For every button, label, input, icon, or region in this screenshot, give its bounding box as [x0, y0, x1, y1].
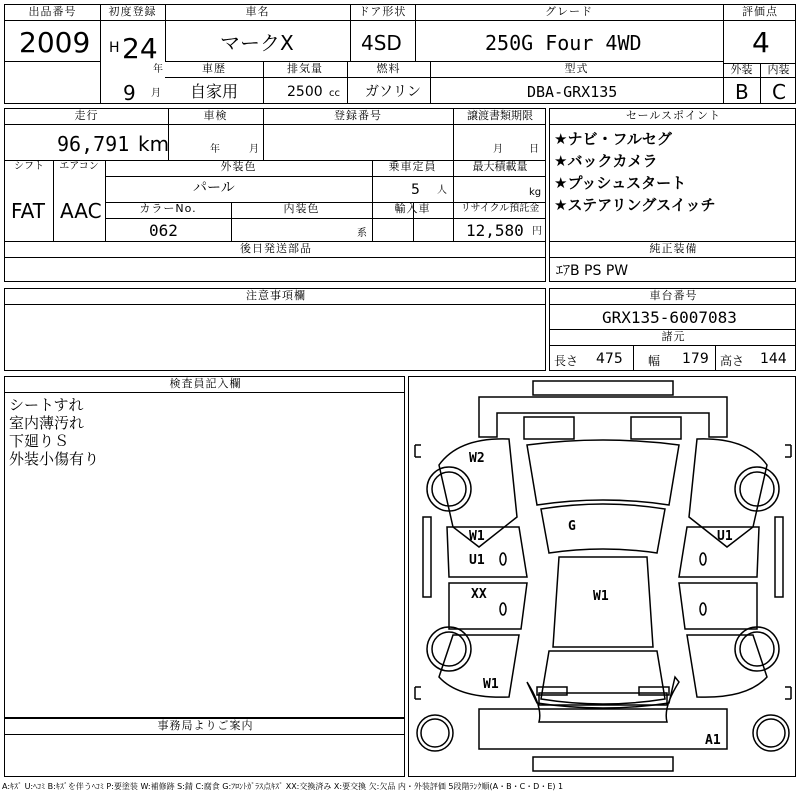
model-value: DBA-GRX135: [527, 83, 618, 101]
chassis-label: 車台番号: [649, 289, 698, 302]
model-label: 型式: [564, 62, 589, 75]
fuel-label: 燃料: [376, 62, 401, 75]
damage-mark-door-rear-left: XX: [471, 587, 487, 602]
registration-year: 24: [122, 32, 158, 65]
year-unit: 年: [153, 64, 163, 75]
exterior-color-label: 外装色: [220, 160, 257, 173]
displacement-value: 2500: [287, 84, 323, 100]
interior-grade-label: 内装: [767, 63, 790, 76]
sales-points-block: [549, 108, 796, 242]
spec-label: 諸元: [661, 330, 686, 343]
damage-mark-rear-left: W1: [483, 677, 499, 692]
import-label: 輸入車: [394, 202, 431, 215]
sales-points-label: セールスポイント: [625, 109, 721, 122]
plate-label: 登録番号: [334, 109, 382, 122]
damage-mark-door-front-left-2: U1: [469, 553, 485, 568]
inspector-note: シートすれ: [9, 396, 84, 414]
width-value: 179: [682, 351, 709, 367]
inspector-note: 室内薄汚れ: [9, 414, 85, 432]
exterior-grade-value: B: [735, 80, 749, 104]
sales-point: ★バックカメラ: [554, 152, 658, 170]
deferred-parts-label: 後日発送部品: [240, 242, 312, 255]
grade-label: グレード: [545, 5, 593, 18]
deferred-parts-block: [4, 241, 546, 282]
mileage-unit: km: [138, 132, 170, 156]
transfer-docs-label: 譲渡書類期限: [467, 109, 533, 122]
max-load-label: 最大積載量: [472, 160, 528, 173]
caution-label: 注意事項欄: [246, 289, 306, 302]
capacity-label: 乗車定員: [388, 160, 437, 173]
displacement-unit: cc: [329, 88, 340, 99]
recycle-fee-unit: 円: [532, 226, 542, 237]
mileage-label: 走行: [74, 109, 99, 122]
damage-diagram: [408, 376, 796, 777]
inspector-note: 外装小傷有り: [9, 450, 100, 468]
exterior-color-value: パール: [193, 180, 235, 196]
inspector-notes-block: [4, 376, 405, 718]
car-outline-diagram: [409, 377, 796, 777]
grade-value: 250G Four 4WD: [485, 31, 642, 55]
width-label: 幅: [648, 354, 661, 368]
color-number-label: カラーNo.: [139, 202, 197, 215]
history-value: 自家用: [190, 82, 239, 101]
equipment-label: 純正装備: [649, 242, 698, 255]
first-registration-label: 初度登録: [108, 5, 157, 18]
lot-number: 2009: [19, 26, 91, 59]
sales-point: ★プッシュスタート: [554, 174, 687, 192]
mileage-value: 96,791: [57, 132, 130, 156]
car-name-label: 車名: [245, 5, 270, 18]
inspection-month-unit: 月: [249, 144, 259, 155]
interior-grade-value: C: [772, 80, 786, 104]
interior-color-unit: 系: [357, 228, 367, 239]
displacement-label: 排気量: [287, 62, 323, 75]
max-load-unit: kg: [529, 187, 542, 198]
capacity-value: 5: [411, 182, 420, 198]
interior-color-label: 内装色: [283, 202, 320, 215]
ac-value: AAC: [60, 199, 102, 223]
damage-mark-roof: W1: [593, 589, 609, 604]
caution-block: [4, 288, 546, 371]
office-notice-block: [4, 718, 405, 777]
length-value: 475: [596, 351, 623, 367]
sales-point: ★ナビ・フルセグ: [554, 130, 672, 148]
sales-point: ★ステアリングスイッチ: [554, 196, 716, 214]
damage-mark-door-front-left: W1: [469, 529, 485, 544]
damage-mark-center: G: [568, 519, 576, 534]
history-label: 車歴: [202, 62, 226, 75]
exterior-grade-label: 外装: [730, 63, 753, 76]
inspector-note: 下廻りＳ: [9, 432, 70, 450]
era-label: H: [109, 40, 120, 56]
damage-mark-door-front-right: U1: [717, 529, 733, 544]
office-notice-label: 事務局よりご案内: [157, 719, 254, 732]
lot-label: 出品番号: [28, 5, 77, 18]
shift-label: シフト: [14, 161, 44, 172]
inspection-label: 車検: [203, 109, 228, 122]
door-value: 4SD: [361, 31, 402, 55]
score-value: 4: [752, 26, 770, 59]
transfer-day-unit: 日: [529, 144, 539, 155]
chassis-block: [549, 288, 796, 371]
car-name: マークX: [220, 31, 294, 55]
inspector-notes-label: 検査員記入欄: [169, 377, 242, 390]
equipment-block: [549, 241, 796, 282]
vehicle-details-block: [4, 108, 546, 242]
transfer-month-unit: 月: [493, 144, 503, 155]
capacity-unit: 人: [437, 185, 447, 196]
recycle-fee-label: リサイクル預託金: [460, 203, 540, 214]
recycle-fee-value: 12,580: [466, 221, 524, 240]
header-block: [4, 4, 796, 104]
month-unit: 月: [151, 88, 161, 99]
damage-mark-rear-right: A1: [705, 733, 721, 748]
fuel-value: ガソリン: [365, 84, 421, 100]
registration-month: 9: [123, 81, 136, 104]
length-label: 長さ: [554, 354, 579, 368]
score-label: 評価点: [742, 5, 778, 18]
ac-label: エアコン: [59, 161, 99, 172]
equipment-value: ｴｱB PS PW: [556, 263, 629, 279]
color-number-value: 062: [149, 221, 178, 240]
damage-mark-front-left: W2: [469, 451, 485, 466]
height-value: 144: [760, 351, 787, 367]
legend-footer: A:ｷｽﾞ U:ﾍｺﾐ B:ｷｽﾞを伴うﾍｺﾐ P:要塗装 W:補修跡 S:錆 C:腐食 G:ﾌﾛﾝﾄｶﾞﾗｽ点ｷｽﾞ XX:交換済み X:要交換 欠:欠品 内・外装評価 5段階ﾗﾝｸ順(A・B・C・D・E) 1: [2, 782, 564, 791]
shift-value: FAT: [11, 199, 46, 223]
chassis-number: GRX135-6007083: [602, 308, 737, 327]
height-label: 高さ: [720, 354, 745, 368]
inspection-year-unit: 年: [210, 144, 220, 155]
door-label: ドア形状: [358, 5, 407, 18]
